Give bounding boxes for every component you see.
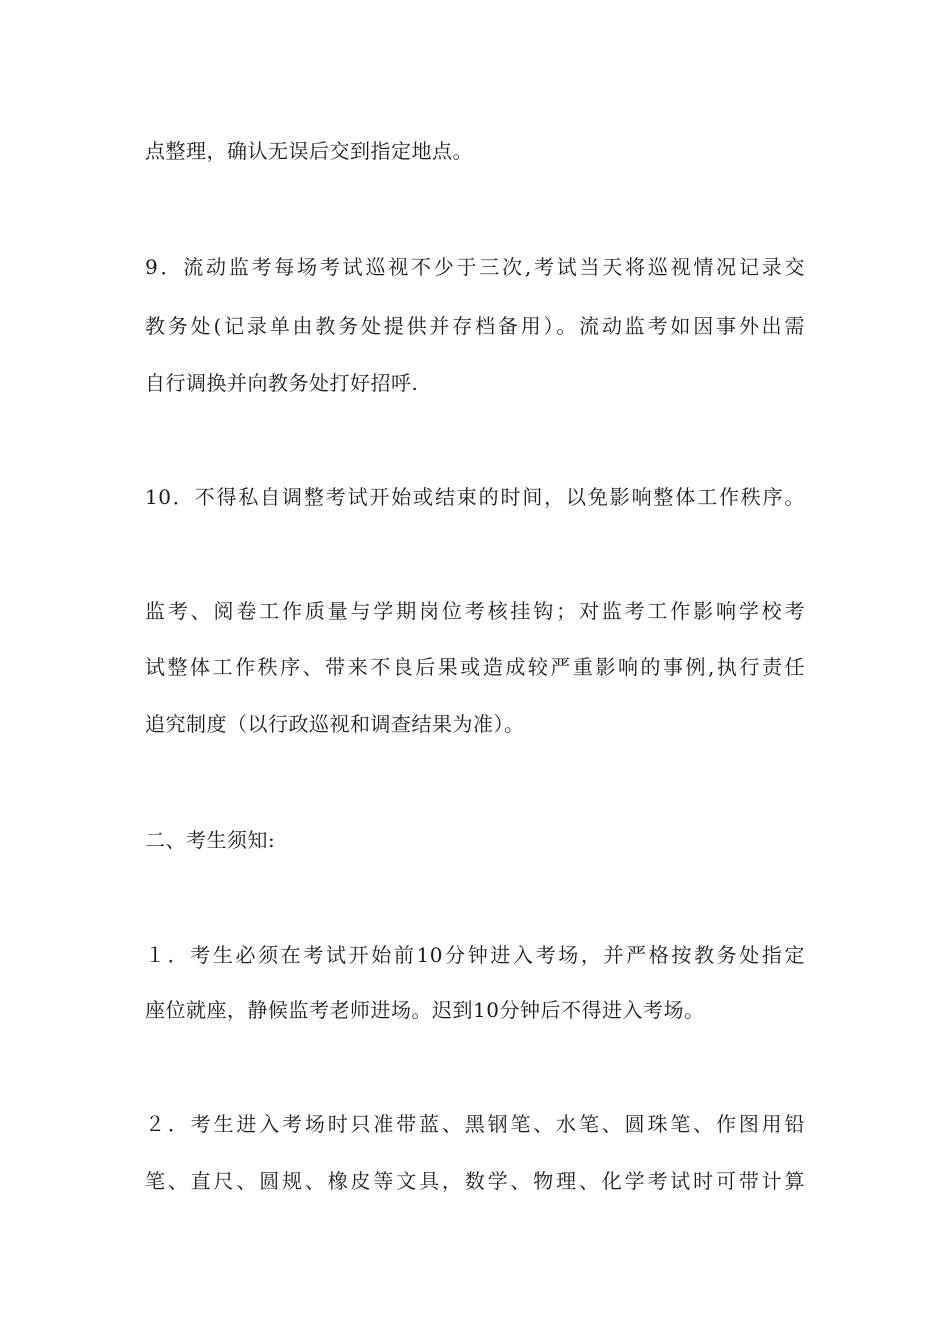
text-line: 10．不得私自调整考试开始或结束的时间，以免影响整体工作秩序。 bbox=[145, 485, 805, 509]
text-line: 点整理，确认无误后交到指定地点。 bbox=[145, 139, 473, 163]
text-line: 教务处(记录单由教务处提供并存档备用）。流动监考如因事外出需 bbox=[145, 314, 805, 338]
text-line: 监考、阅卷工作质量与学期岗位考核挂钩；对监考工作影响学校考 bbox=[145, 599, 805, 623]
text-line: ２．考生进入考场时只准带蓝、黑钢笔、水笔、圆珠笔、作图用铅 bbox=[145, 1112, 805, 1136]
text-line: 座位就座，静候监考老师进场。迟到10分钟后不得进入考场。 bbox=[145, 998, 705, 1022]
text-line: 9．流动监考每场考试巡视不少于三次,考试当天将巡视情况记录交 bbox=[145, 255, 805, 279]
text-line: 追究制度（以行政巡视和调查结果为准）。 bbox=[145, 712, 525, 736]
text-line: １．考生必须在考试开始前10分钟进入考场，并严格按教务处指定 bbox=[145, 943, 805, 967]
text-line: 试整体工作秩序、带来不良后果或造成较严重影响的事例,执行责任 bbox=[145, 655, 805, 679]
text-line: 自行调换并向教务处打好招呼. bbox=[145, 371, 419, 395]
text-line: 笔、直尺、圆规、橡皮等文具，数学、物理、化学考试时可带计算 bbox=[145, 1169, 805, 1193]
section-heading: 二、考生须知: bbox=[145, 828, 276, 852]
